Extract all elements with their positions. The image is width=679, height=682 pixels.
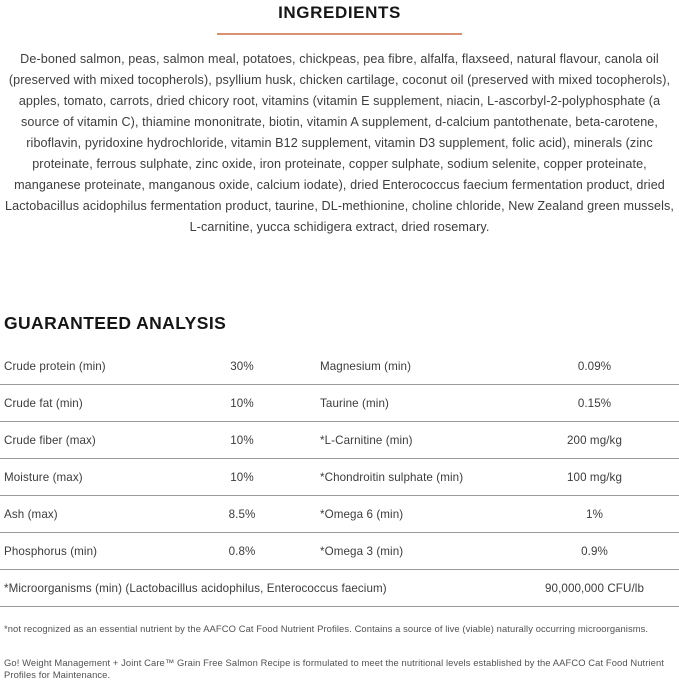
nutrient-value: 0.09%: [577, 359, 612, 373]
nutrient-label: Crude fat (min): [4, 396, 83, 410]
nutrient-label: Ash (max): [4, 507, 58, 521]
nutrient-value: 1%: [586, 507, 603, 521]
nutrient-value: 0.8%: [228, 544, 256, 558]
nutrient-label: *L-Carnitine (min): [320, 433, 413, 447]
analysis-row-microorganisms: [0, 570, 679, 607]
guaranteed-analysis-title: GUARANTEED ANALYSIS: [4, 313, 227, 333]
title-underline-decoration: [217, 33, 462, 35]
analysis-row: [0, 533, 679, 570]
footnote-aafco-statement: Go! Weight Management + Joint Care™ Grain Free Salmon Recipe is formulated to meet the nutritional levels established by the AAFCO Cat Food Nutrient Profiles for Maintenance.: [4, 656, 664, 680]
nutrient-value: 30%: [230, 359, 254, 373]
nutrient-value: 100 mg/kg: [566, 470, 623, 484]
nutrient-label: Moisture (max): [4, 470, 83, 484]
nutrient-value: 10%: [230, 433, 254, 447]
ingredients-paragraph: De-boned salmon, peas, salmon meal, potatoes, chickpeas, pea fibre, alfalfa, flaxseed, natural flavour, canola oil (preserved with mixed tocopherols), psyllium husk, chicken cartilage, coconut oil (preserved with mixed tocopherols), apples, tomato, carrots, dried chicory root, vitamins (vitamin E supplement, niacin, L-ascorbyl-2-polyphosphate (a source of vitamin C), thiamine mononitrate, biotin, vitamin A supplement, d-calcium pantothenate, beta-carotene, riboflavin, pyridoxine hydrochloride, vitamin B12 supplement, vitamin D3 supplement, folic acid), minerals (zinc proteinate, ferrous sulphate, zinc oxide, iron proteinate, copper sulphate, sodium selenite, copper proteinate, manganese proteinate, manganous oxide, calcium iodate), dried Enterococcus faecium fermentation product, dried Lactobacillus acidophilus fermentation product, taurine, DL-methionine, choline chloride, New Zealand green mussels, L-carnitine, yucca schidigera extract, dried rosemary.: [5, 52, 674, 234]
nutrient-label: Crude fiber (max): [4, 433, 96, 447]
analysis-row: [0, 422, 679, 459]
nutrient-value: 10%: [230, 470, 254, 484]
footnote-asterisk-note: *not recognized as an essential nutrient by the AAFCO Cat Food Nutrient Profiles. Contains a source of live (viable) naturally occurring microorganisms.: [4, 623, 649, 634]
nutrient-value: 90,000,000 CFU/lb: [544, 581, 645, 595]
analysis-row: [0, 385, 679, 422]
nutrient-value: 0.15%: [577, 396, 612, 410]
nutrient-value: 8.5%: [228, 507, 256, 521]
nutrient-label: Phosphorus (min): [4, 544, 98, 558]
nutrient-label: Crude protein (min): [4, 359, 106, 373]
guaranteed-analysis-table: [0, 348, 679, 607]
nutrient-value: 200 mg/kg: [566, 433, 623, 447]
nutrient-label: Taurine (min): [320, 396, 389, 410]
analysis-row: [0, 496, 679, 533]
nutrient-value: 10%: [230, 396, 254, 410]
analysis-row: [0, 459, 679, 496]
nutrient-label: *Microorganisms (min) (Lactobacillus acidophilus, Enterococcus faecium): [4, 581, 387, 595]
nutrient-label: *Chondroitin sulphate (min): [320, 470, 464, 484]
nutrient-label: *Omega 3 (min): [320, 544, 404, 558]
nutrient-label: Magnesium (min): [320, 359, 412, 373]
nutrient-label: *Omega 6 (min): [320, 507, 404, 521]
nutrient-value: 0.9%: [581, 544, 608, 558]
ingredients-title: INGREDIENTS: [278, 3, 401, 22]
analysis-row: [0, 348, 679, 385]
